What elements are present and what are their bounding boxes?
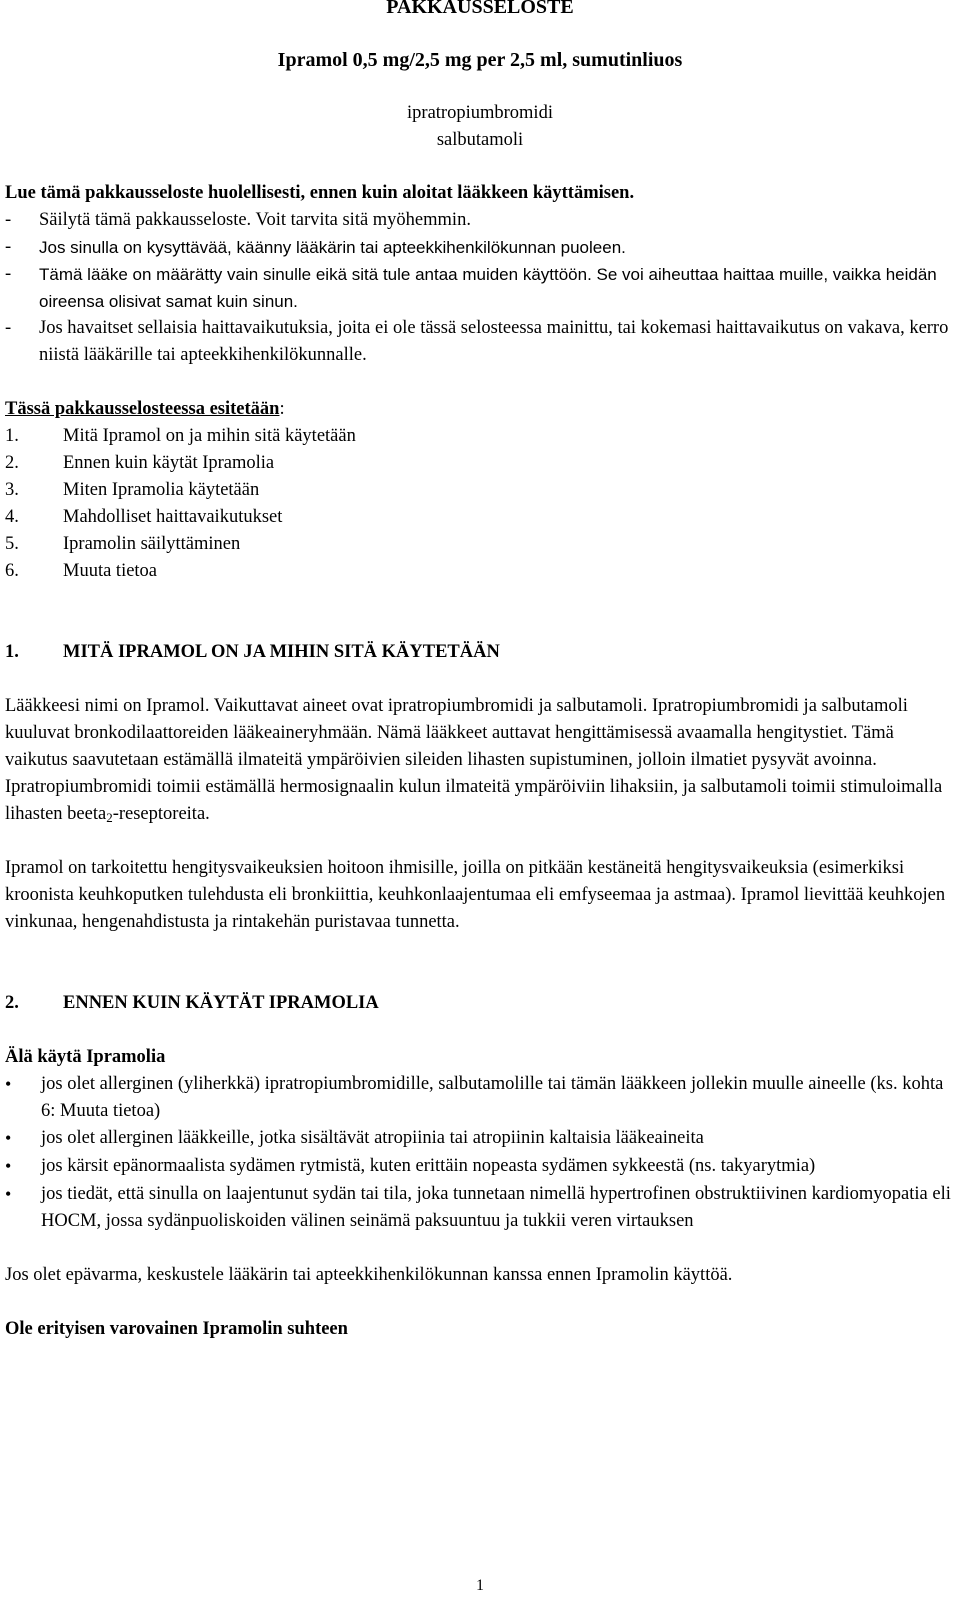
toc-item-text: Miten Ipramolia käytetään	[63, 480, 260, 500]
document-page	[5, 0, 955, 1343]
active-substances	[5, 100, 955, 154]
section1-heading	[5, 639, 955, 666]
intro-item-text: Jos sinulla on kysyttävää, käänny lääkärin tai apteekkihenkilökunnan puoleen.	[39, 238, 626, 257]
uncertainty-note: Jos olet epävarma, keskustele lääkärin tai apteekkihenkilökunnan kanssa ennen Ipramolin käyttöä.	[5, 1265, 733, 1285]
intro-item-text-part1: Tämä lääke on määrätty vain sinulle eikä sitä tule antaa muiden käyttöön.	[39, 265, 592, 284]
list-item-text: jos kärsit epänormaalista sydämen rytmistä, kuten erittäin nopeasta sydämen sykkeestä (ns. takyarytmia)	[41, 1156, 816, 1176]
toc-item-number: 5.	[5, 534, 19, 554]
intro-list	[5, 207, 955, 369]
intro-item	[5, 207, 955, 234]
substance-1: ipratropiumbromidi	[407, 103, 553, 123]
bullet-icon	[5, 1181, 41, 1235]
product-name: Ipramol 0,5 mg/2,5 mg per 2,5 ml, sumutinliuos	[277, 49, 683, 71]
list-item-text: jos olet allerginen (yliherkkä) ipratropiumbromidille, salbutamolille tai tämän lääkkeen jollekin muulle aineelle (ks. kohta 6: Muuta tietoa)	[41, 1074, 944, 1121]
list-item	[5, 1181, 955, 1235]
intro-item-text: Säilytä tämä pakkausseloste. Voit tarvita sitä myöhemmin.	[39, 210, 471, 230]
section1-paragraph1-end: -reseptoreita.	[112, 804, 210, 824]
toc-item	[5, 423, 955, 450]
section1-title: MITÄ IPRAMOL ON JA MIHIN SITÄ KÄYTETÄÄN	[63, 642, 500, 662]
list-item-text: jos tiedät, että sinulla on laajentunut sydän tai tila, joka tunnetaan nimellä hypertrofinen obstruktiivinen kardiomyopatia eli HOCM, jossa sydänpuoliskoiden välinen seinämä paksuuntuu ja tukkii veren virtauksen	[41, 1184, 951, 1231]
intro-item-text-part2: Se voi aiheuttaa haittaa muille, vaikka heidän oireensa olisivat samat kuin sinun.	[39, 265, 937, 311]
toc-item-text: Ennen kuin käytät Ipramolia	[63, 453, 275, 473]
toc-item	[5, 504, 955, 531]
dash-mark: -	[5, 264, 12, 284]
list-item-text: jos olet allerginen lääkkeille, jotka sisältävät atropiinia tai atropiinin kaltaisia lääkeaineita	[41, 1128, 704, 1148]
intro-item	[5, 234, 955, 261]
beta-subscript: 2	[106, 810, 113, 825]
toc-item-number: 2.	[5, 453, 19, 473]
page-number: 1	[476, 1577, 484, 1594]
document-title: PAKKAUSSELOSTE	[386, 0, 574, 18]
section1-paragraph1	[5, 693, 955, 828]
bullet-icon	[5, 1153, 41, 1181]
toc-item-number: 4.	[5, 507, 19, 527]
toc-item-text: Muuta tietoa	[63, 561, 158, 581]
toc-item-number: 6.	[5, 561, 19, 581]
bullet-icon	[5, 1125, 41, 1153]
bullet-icon	[5, 1071, 41, 1125]
toc-item	[5, 450, 955, 477]
precautions-heading: Ole erityisen varovainen Ipramolin suhteen	[5, 1319, 348, 1339]
section1-number: 1.	[5, 642, 19, 662]
section2-heading	[5, 990, 955, 1017]
list-item	[5, 1153, 955, 1181]
dash-mark: -	[5, 318, 12, 338]
intro-item-text	[39, 261, 955, 315]
toc-heading-text: Tässä pakkausselosteessa esitetään	[5, 399, 280, 419]
intro-item	[5, 261, 955, 315]
toc-item-number: 1.	[5, 426, 19, 446]
toc-heading	[5, 396, 955, 423]
toc-item-text: Mitä Ipramol on ja mihin sitä käytetään	[63, 426, 356, 446]
toc-list	[5, 423, 955, 585]
toc-item	[5, 531, 955, 558]
section2-title: ENNEN KUIN KÄYTÄT IPRAMOLIA	[63, 993, 379, 1013]
dash-mark: -	[5, 210, 12, 230]
section2-number: 2.	[5, 993, 19, 1013]
substance-2: salbutamoli	[436, 130, 524, 150]
intro-item	[5, 315, 955, 369]
contraindications-heading: Älä käytä Ipramolia	[5, 1047, 166, 1067]
intro-lead: Lue tämä pakkausseloste huolellisesti, ennen kuin aloitat lääkkeen käyttämisen.	[5, 183, 635, 203]
toc-heading-colon: :	[279, 399, 285, 419]
toc-item-text: Ipramolin säilyttäminen	[63, 534, 241, 554]
dash-mark: -	[5, 237, 12, 257]
section1-paragraph1-text: Lääkkeesi nimi on Ipramol. Vaikuttavat aineet ovat ipratropiumbromidi ja salbutamoli. Ipratropiumbromidi ja salbutamoli kuuluvat bronkodilaattoreiden lääkeaineryhmään. Nämä lääkkeet auttavat hengittämisessä avaamalla hengitystiet. Tämä vaikutus saavutetaan estämällä ilmateitä ympäröivien sileiden lihasten supistuminen, jolloin ilmatiet pysyvät avoinna. Ipratropiumbromidi toimii estämällä hermosignaalin kulun ilmateitä ympäröiviin lihaksiin, ja salbutamoli toimii stimuloimalla lihasten beeta	[5, 696, 943, 824]
toc-item	[5, 558, 955, 585]
toc-item-number: 3.	[5, 480, 19, 500]
toc-item	[5, 477, 955, 504]
list-item	[5, 1071, 955, 1125]
section1-paragraph2: Ipramol on tarkoitettu hengitysvaikeuksien hoitoon ihmisille, joilla on pitkään kestäneitä hengitysvaikeuksia (esimerkiksi kroonista keuhkoputken tulehdusta eli bronkiittia, keuhkonlaajentumaa eli emfyseemaa ja astmaa). Ipramol lievittää keuhkojen vinkunaa, hengenahdistusta ja rintakehän puristavaa tunnetta.	[5, 858, 946, 932]
toc-item-text: Mahdolliset haittavaikutukset	[63, 507, 283, 527]
intro-item-text: Jos havaitset sellaisia haittavaikutuksia, joita ei ole tässä selosteessa mainittu, tai kokemasi haittavaikutus on vakava, kerro niistä lääkärille tai apteekkihenkilökunnalle.	[39, 318, 949, 365]
contraindications-list	[5, 1071, 955, 1235]
list-item	[5, 1125, 955, 1153]
